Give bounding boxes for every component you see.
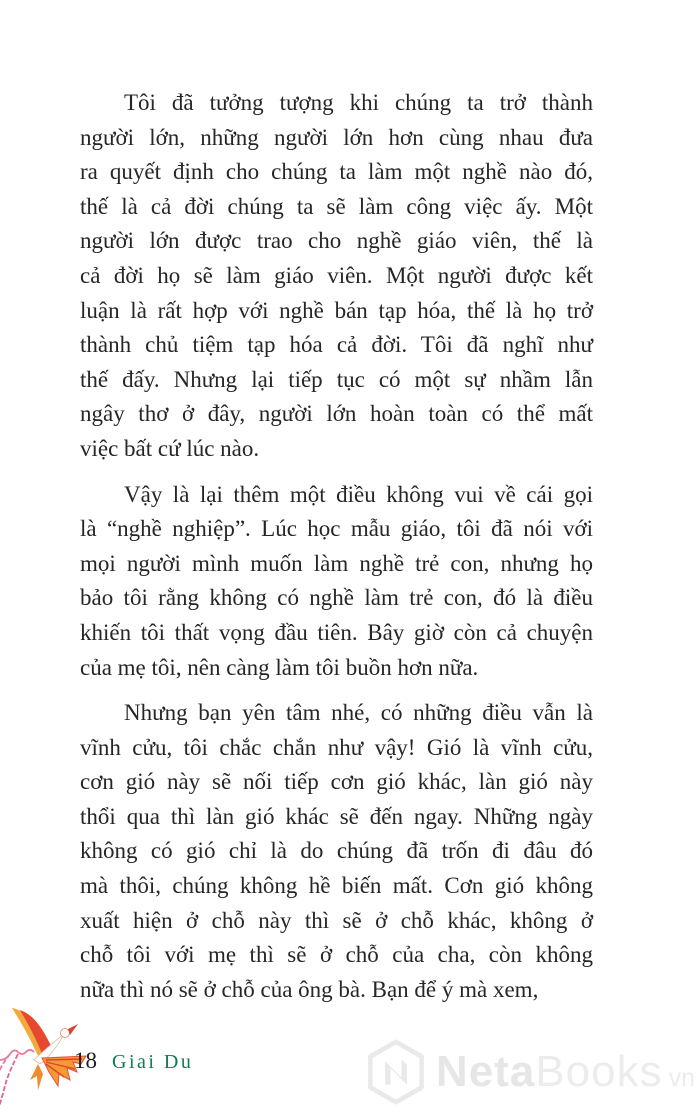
text-line: mà thôi, chúng không hề biến mất. Cơn gió không [80,873,593,899]
watermark-brand-part2: Books [535,1047,663,1096]
watermark-brand-part1: Neta [435,1047,536,1096]
watermark-brand-suffix: vn [668,1064,695,1092]
text-line: Tôi đã tưởng tượng khi chúng ta trở thành [124,90,593,115]
text-line: Vậy là lại thêm một điều không vui về cái gọi [124,481,593,507]
kite-strings-icon [0,1050,34,1116]
text-line: khiến tôi thất vọng đầu tiên. Bây giờ còn cả chuyện [80,619,593,645]
text-line: nữa thì nó sẽ ở chỗ của ông bà. Bạn để ý mà xem, [80,976,539,1002]
text-line: mọi người mình muốn làm nghề trẻ con, nhưng họ [80,550,593,576]
text-line: bảo tôi rằng không có nghề làm trẻ con, đó là điều [80,585,593,611]
text-line: vĩnh cửu, tôi chắc chắn như vậy! Gió là vĩnh cửu, [80,734,593,760]
text-line: thế là cả đời chúng ta sẽ làm công việc ấy. Một [80,193,593,219]
text-line: thành chủ tiệm tạp hóa cả đời. Tôi đã nghĩ như [80,332,593,358]
paragraph [80,478,593,686]
running-title: Giai Du [112,1051,194,1073]
text-line: người lớn, những người lớn hơn cùng nhau đưa [80,124,593,150]
kite-tail [30,1064,43,1090]
text-line: việc bất cứ lúc nào. [80,435,260,461]
page-number: 18 [74,1048,97,1073]
text-line: không có gió chỉ là do chúng đã trốn đi đâu đó [80,838,593,864]
netabooks-hexagon-logo-icon [364,1038,428,1106]
text-line: luận là rất hợp với nghề bán tạp hóa, thế là họ trở [80,297,593,323]
text-line: thổi qua thì làn gió khác sẽ đến ngay. Những ngày [80,803,593,829]
text-line: xuất hiện ở chỗ này thì sẽ ở chỗ khác, không ở [80,907,593,933]
kite-head [61,1029,70,1038]
paragraph [80,696,593,1007]
text-line: ra quyết định cho chúng ta làm một nghề nào đó, [80,159,593,185]
text-line: của mẹ tôi, nên càng làm tôi buồn hơn nữa. [80,654,479,680]
text-line: thế đấy. Nhưng lại tiếp tục có một sự nhầm lẫn [80,366,593,392]
text-line: chỗ tôi với mẹ thì sẽ ở chỗ của cha, còn không [80,942,593,968]
text-line: cả đời họ sẽ làm giáo viên. Một người được kết [80,262,593,288]
text-line: người lớn được trao cho nghề giáo viên, thế là [80,228,593,254]
paragraph [80,86,593,467]
text-line: là “nghề nghiệp”. Lúc học mẫu giáo, tôi đã nói với [80,516,593,542]
text-line: Nhưng bạn yên tâm nhé, có những điều vẫn là [124,700,593,726]
text-line: ngây thơ ở đây, người lớn hoàn toàn có thể mất [80,401,593,427]
kite-beak [68,1024,78,1035]
text-block [80,86,593,1018]
netabooks-wordmark [436,1047,695,1097]
text-line: cơn gió này sẽ nối tiếp cơn gió khác, làn gió này [80,769,593,795]
netabooks-watermark [364,1038,695,1106]
